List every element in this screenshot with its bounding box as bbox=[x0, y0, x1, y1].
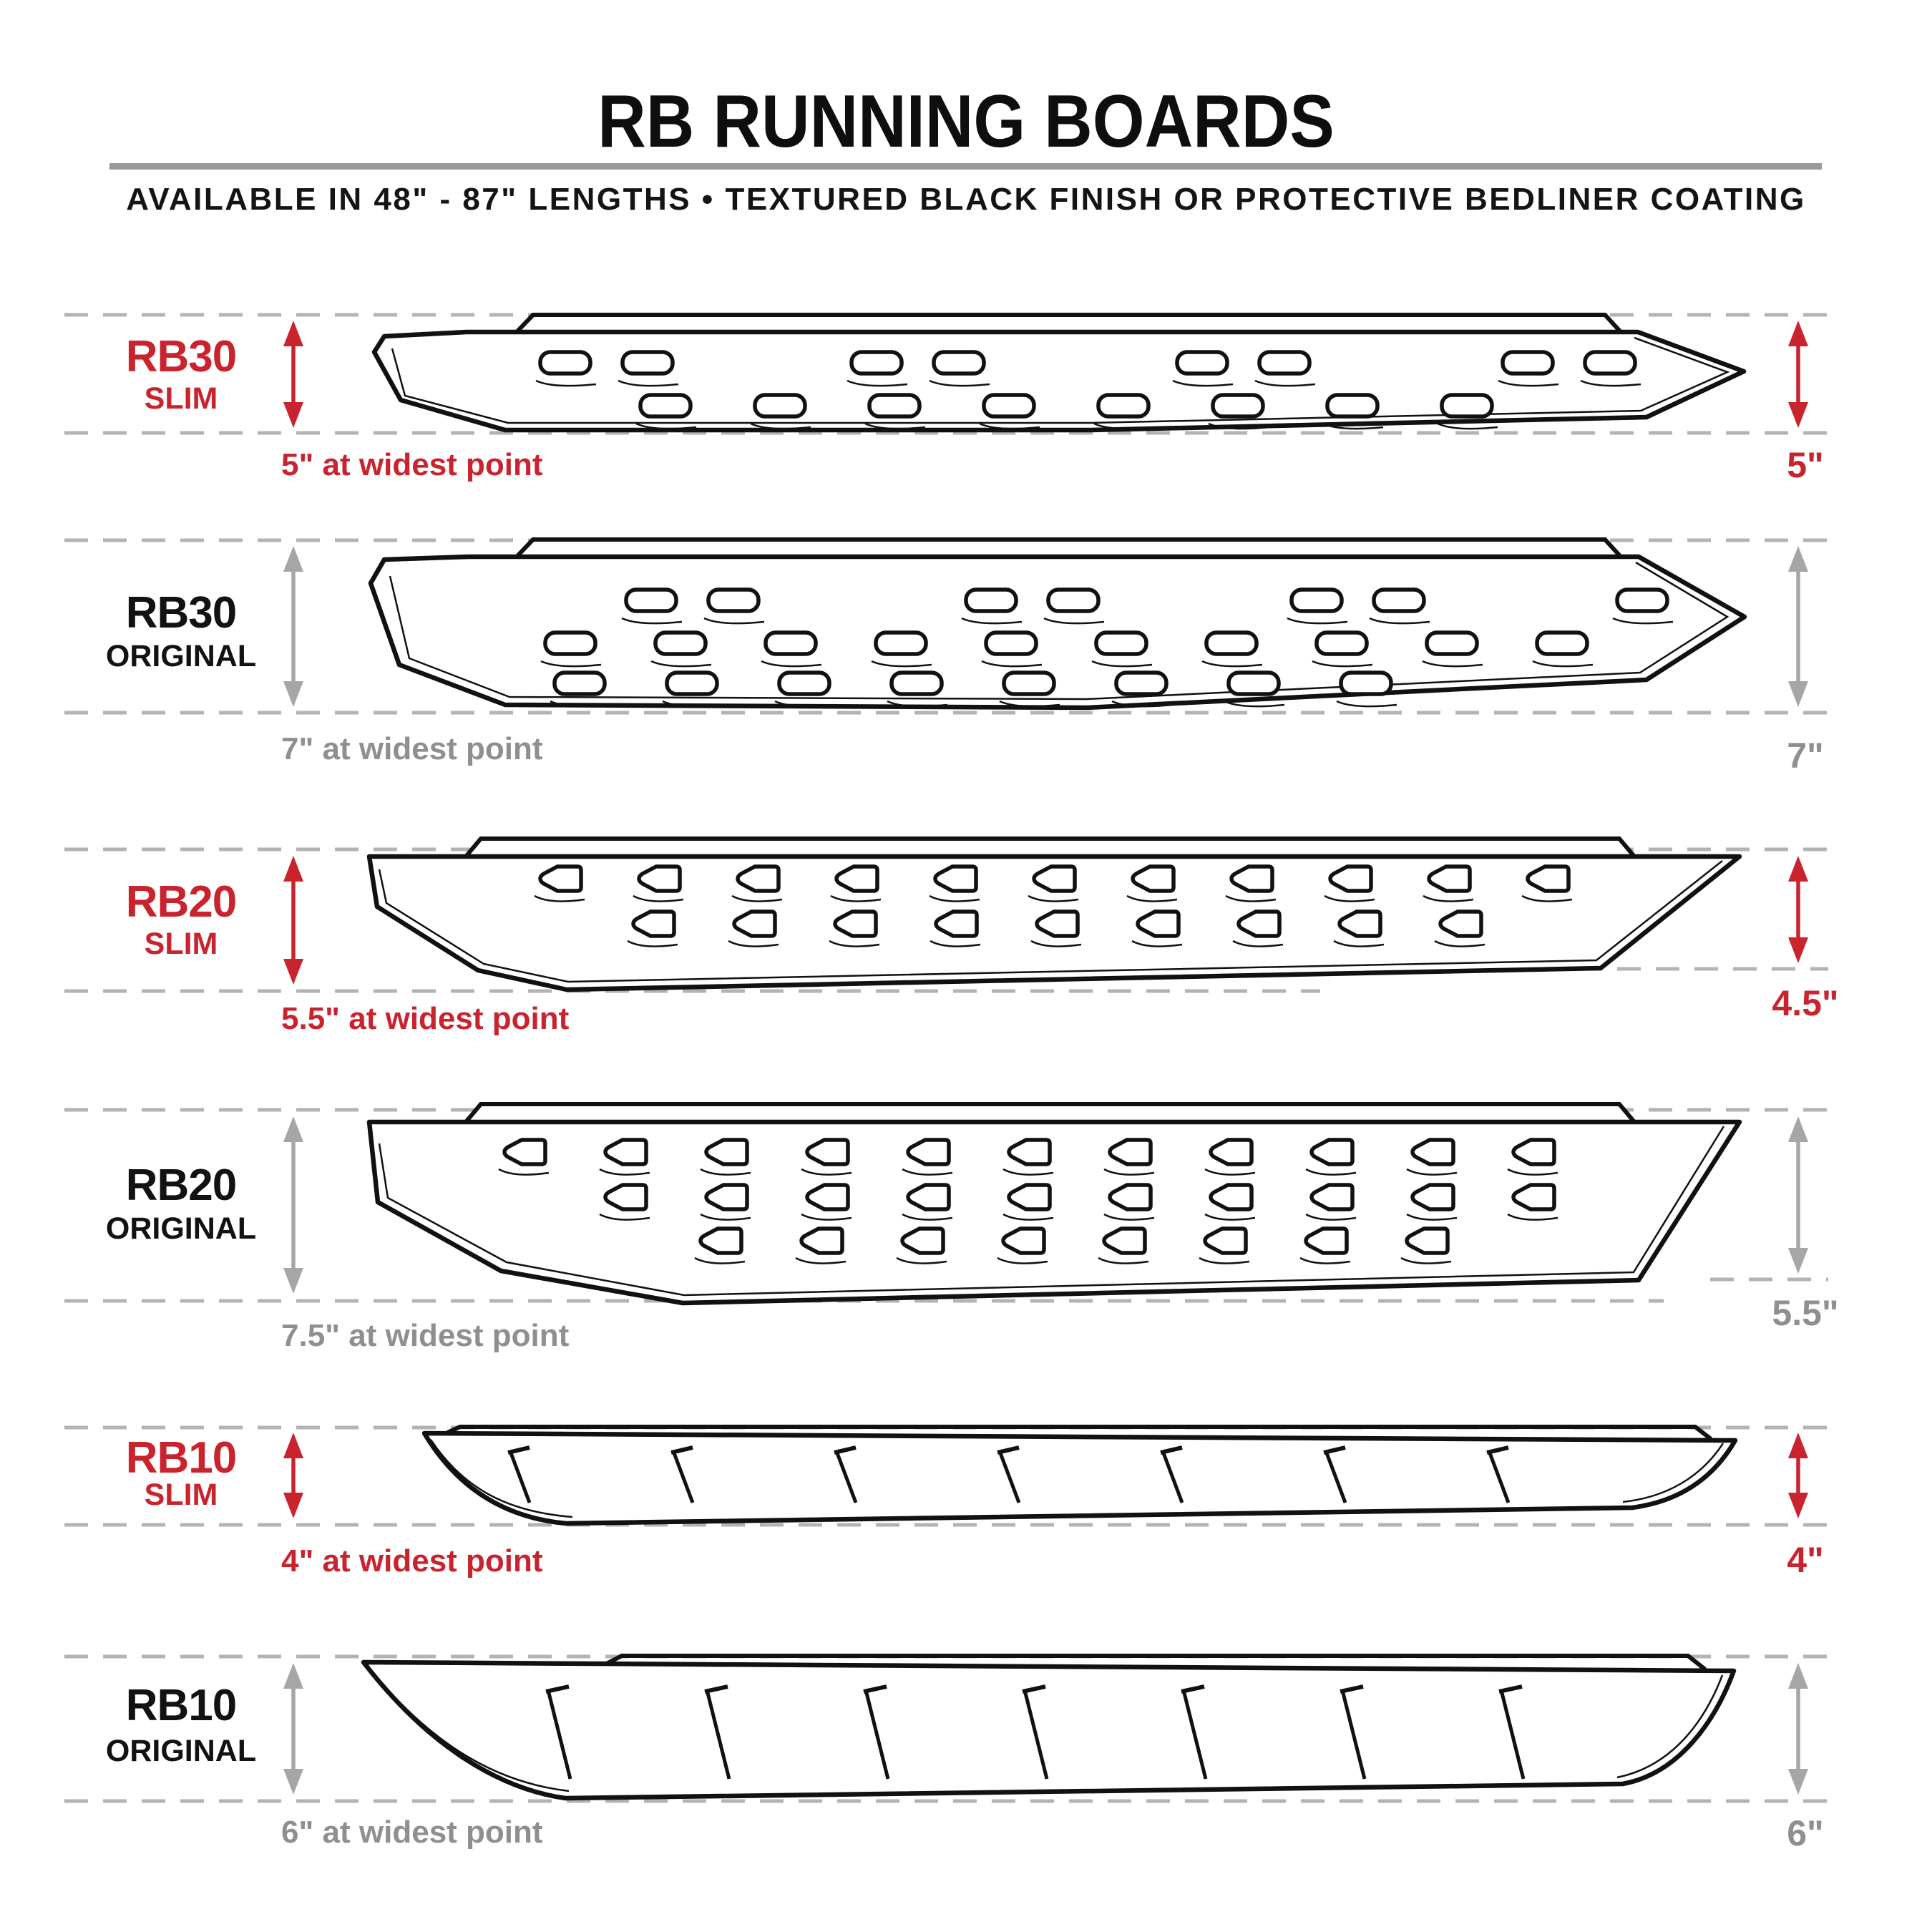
rb20-original-board-drawing bbox=[369, 1104, 1740, 1303]
rb10-original-right-arrow bbox=[1788, 1663, 1808, 1795]
rb30-original-board-drawing bbox=[371, 540, 1745, 708]
rb30-original-model-label: RB30 bbox=[125, 588, 237, 638]
rb20-slim-model-label: RB20 bbox=[125, 877, 237, 927]
rb20-original-right-dimension: 5.5" bbox=[1772, 1293, 1839, 1333]
rb10-slim-widest-label: 4" at widest point bbox=[281, 1543, 543, 1579]
rb20-original-variant-label: ORIGINAL bbox=[105, 1211, 257, 1246]
rb30-original-right-dimension: 7" bbox=[1787, 736, 1824, 776]
rb30-slim-model-label: RB30 bbox=[125, 332, 237, 381]
rb20-original-model-label: RB20 bbox=[125, 1161, 237, 1210]
rb30-slim-variant-label: SLIM bbox=[144, 381, 218, 416]
rb30-original-right-arrow bbox=[1788, 546, 1808, 707]
rb20-slim-variant-label: SLIM bbox=[144, 927, 218, 961]
rb10-slim-variant-label: SLIM bbox=[144, 1478, 218, 1512]
rb30-slim-right-arrow bbox=[1788, 321, 1808, 428]
rb20-slim-widest-label: 5.5" at widest point bbox=[281, 1001, 570, 1036]
rb10-original-variant-label: ORIGINAL bbox=[105, 1734, 257, 1768]
title-divider bbox=[109, 163, 1822, 170]
page-subtitle: AVAILABLE IN 48" - 87" LENGTHS • TEXTURED BLACK FINISH OR PROTECTIVE BEDLINER COATING bbox=[126, 182, 1806, 217]
rb20-slim-right-arrow bbox=[1788, 856, 1808, 963]
rb10-original-left-arrow bbox=[283, 1663, 303, 1795]
rb30-original-widest-label: 7" at widest point bbox=[281, 731, 543, 766]
rb20-original-right-arrow bbox=[1788, 1116, 1808, 1274]
rb20-slim-right-dimension: 4.5" bbox=[1772, 983, 1839, 1023]
rb10-slim-right-arrow bbox=[1788, 1433, 1808, 1518]
rb10-slim-board-drawing bbox=[424, 1427, 1735, 1523]
rb20-slim-board-drawing bbox=[369, 839, 1740, 990]
rb10-original-right-dimension: 6" bbox=[1787, 1813, 1824, 1853]
rb10-original-board-drawing bbox=[364, 1656, 1734, 1798]
rb10-original-model-label: RB10 bbox=[125, 1681, 237, 1730]
rb30-original-variant-label: ORIGINAL bbox=[105, 639, 257, 673]
rb30-slim-widest-label: 5" at widest point bbox=[281, 447, 543, 482]
rb20-original-widest-label: 7.5" at widest point bbox=[281, 1318, 570, 1353]
rb30-slim-right-dimension: 5" bbox=[1787, 445, 1824, 485]
rb10-slim-model-label: RB10 bbox=[125, 1433, 237, 1483]
rb10-slim-right-dimension: 4" bbox=[1787, 1540, 1824, 1580]
rb30-slim-board-drawing bbox=[374, 315, 1744, 430]
rb10-original-widest-label: 6" at widest point bbox=[281, 1815, 543, 1850]
page-title: RB RUNNING BOARDS bbox=[597, 80, 1335, 163]
